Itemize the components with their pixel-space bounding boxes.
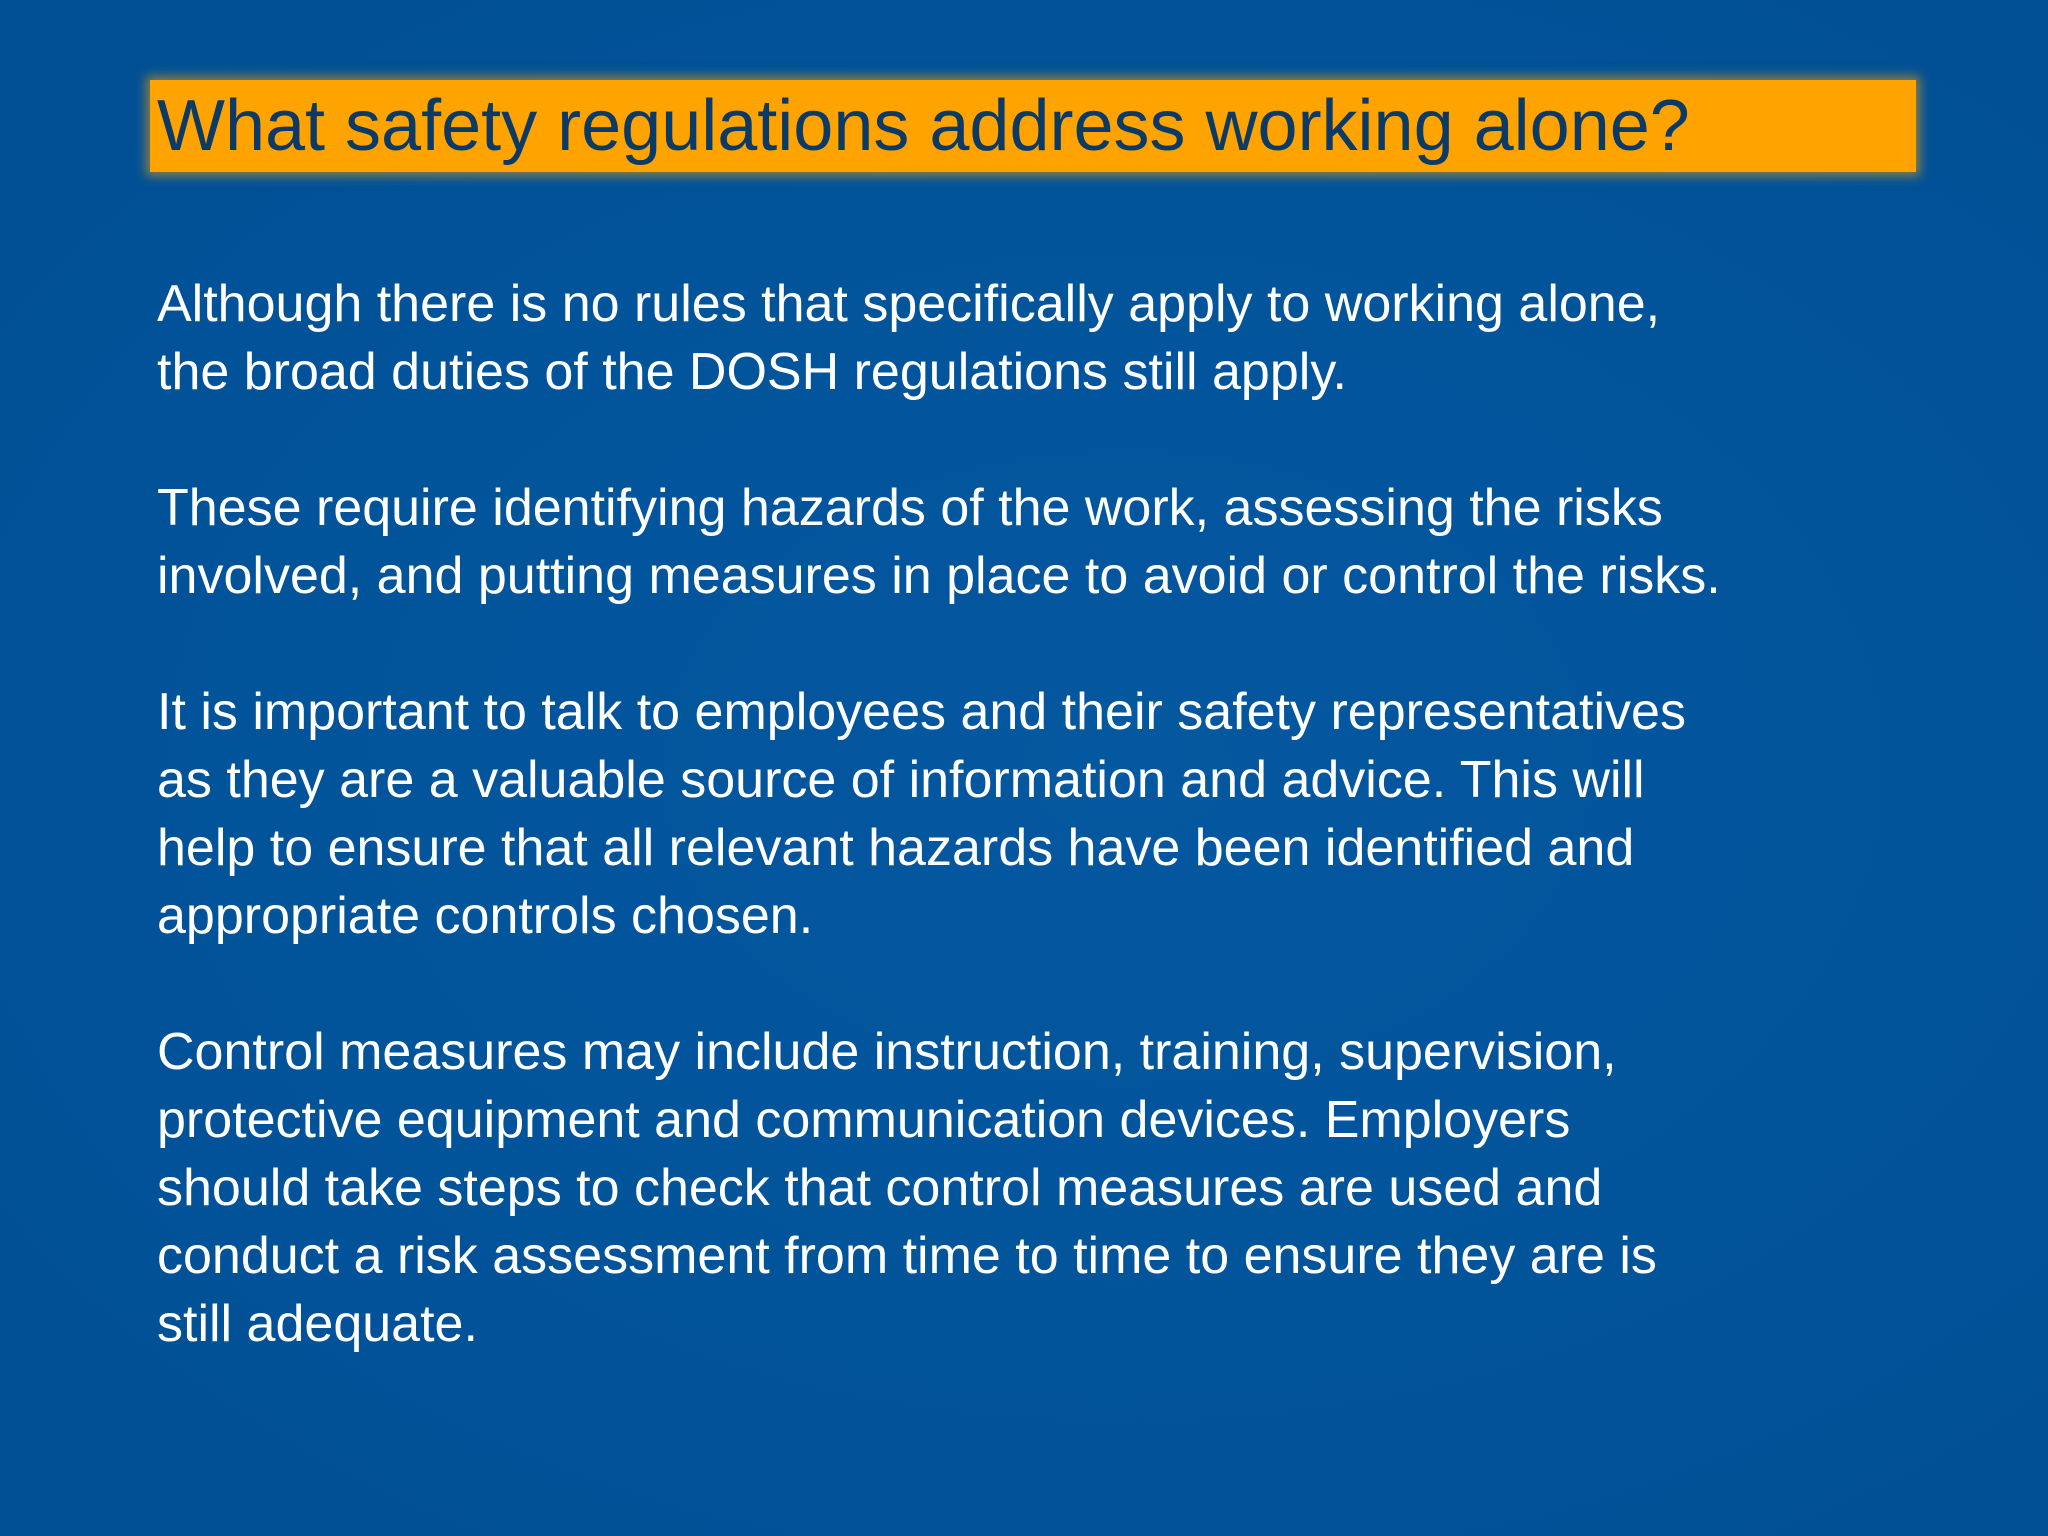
paragraph-3 (157, 678, 1957, 950)
paragraph-line: appropriate controls chosen. (157, 887, 814, 945)
paragraph-line: still adequate. (157, 1295, 478, 1353)
paragraph-line: It is important to talk to employees and their safety representatives (157, 683, 1686, 741)
paragraph-1 (157, 270, 1957, 406)
paragraph-line: as they are a valuable source of information and advice. This will (157, 751, 1645, 809)
paragraph-line: should take steps to check that control measures are used and (157, 1159, 1603, 1217)
paragraph-line: protective equipment and communication devices. Employers (157, 1091, 1571, 1149)
slide-title: What safety regulations address working alone? (157, 86, 1690, 166)
title-highlight-box (150, 80, 1916, 172)
paragraph-line: Control measures may include instruction, training, supervision, (157, 1023, 1617, 1081)
slide-body (157, 270, 1957, 1358)
paragraph-line: These require identifying hazards of the work, assessing the risks (157, 479, 1663, 537)
paragraph-line: help to ensure that all relevant hazards have been identified and (157, 819, 1635, 877)
paragraph-line: conduct a risk assessment from time to time to ensure they are is (157, 1227, 1657, 1285)
paragraph-2 (157, 474, 1957, 610)
paragraph-line: Although there is no rules that specifically apply to working alone, (157, 275, 1661, 333)
paragraph-line: involved, and putting measures in place to avoid or control the risks. (157, 547, 1721, 605)
paragraph-line: the broad duties of the DOSH regulations still apply. (157, 343, 1347, 401)
paragraph-4 (157, 1018, 1957, 1358)
